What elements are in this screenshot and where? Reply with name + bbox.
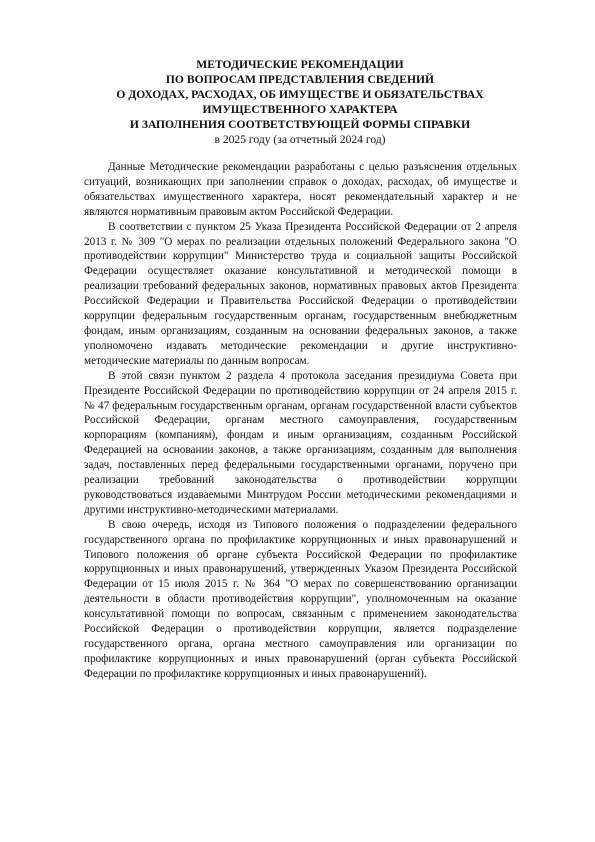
- title-line-5: И ЗАПОЛНЕНИЯ СООТВЕТСТВУЮЩЕЙ ФОРМЫ СПРАВКИ: [129, 118, 471, 131]
- paragraph-2: В соответствии с пунктом 25 Указа Президента Российской Федерации от 2 апреля 2013 г. № 309 "О мерах по реализации отдельных положений Федерального закона "О противодействии коррупции" Министерство труда и социальной защиты Российской Федерации осуществляет оказание консультативной и методической помощи в реализации требований федеральных законов, нормативных правовых актов Президента Российской Федерации и Правительства Российской Федерации о противодействии коррупции федеральным государственным органам, государственным внебюджетным фондам, иным организациям, созданным на основании федеральных законов, а также уполномочено издавать методические рекомендации и другие инструктивно-методические материалы по данным вопросам.: [84, 220, 517, 367]
- title-line-3: О ДОХОДАХ, РАСХОДАХ, ОБ ИМУЩЕСТВЕ И ОБЯЗАТЕЛЬСТВАХ: [116, 88, 484, 101]
- title-line-2: ПО ВОПРОСАМ ПРЕДСТАВЛЕНИЯ СВЕДЕНИЙ: [165, 73, 435, 86]
- paragraph-3: В этой связи пунктом 2 раздела 4 протокола заседания президиума Совета при Президенте Российской Федерации по противодействию коррупции от 24 апреля 2015 г. № 47 федеральным государственным органам, органам государственной власти субъектов Российской Федерации, органам местного самоуправления, государственным корпорациям (компаниям), фондам и иным организациям, созданным Российской Федерацией на основании законов, а также организациям, созданным для выполнения задач, поставленных перед федеральными государственными органами, поручено при реализации требований законодательства о противодействии коррупции руководствоваться издаваемыми Минтрудом России методическими рекомендациями и другими инструктивно-методическими материалами.: [84, 369, 517, 516]
- document-title: [80, 57, 520, 147]
- paragraph-1: Данные Методические рекомендации разработаны с целью разъяснения отдельных ситуаций, возникающих при заполнении справок о доходах, расходах, об имуществе и обязательствах имущественного характера, носят рекомендательный характер и не являются нормативным правовым актом Российской Федерации.: [84, 161, 517, 218]
- paragraph-4: В свою очередь, исходя из Типового положения о подразделении федерального государственного органа по профилактике коррупционных и иных правонарушений и Типового положения об органе субъекта Российской Федерации по профилактике коррупционных и иных правонарушений, утвержденных Указом Президента Российской Федерации от 15 июля 2015 г. № 364 "О мерах по совершенствованию организации деятельности в области противодействия коррупции", уполномоченным на оказание консультативной помощи по вопросам, связанным с применением законодательства Российской Федерации о противодействии коррупции, является подразделение государственного органа, органа местного самоуправления или организации по профилактике коррупционных и иных правонарушений (орган субъекта Российской Федерации по профилактике коррупционных и иных правонарушений).: [84, 518, 517, 680]
- document-subtitle: в 2025 году (за отчетный 2024 год): [214, 133, 386, 146]
- document-body: [84, 160, 517, 682]
- title-line-1: МЕТОДИЧЕСКИЕ РЕКОМЕНДАЦИИ: [196, 58, 404, 71]
- title-line-4: ИМУЩЕСТВЕННОГО ХАРАКТЕРА: [202, 103, 398, 116]
